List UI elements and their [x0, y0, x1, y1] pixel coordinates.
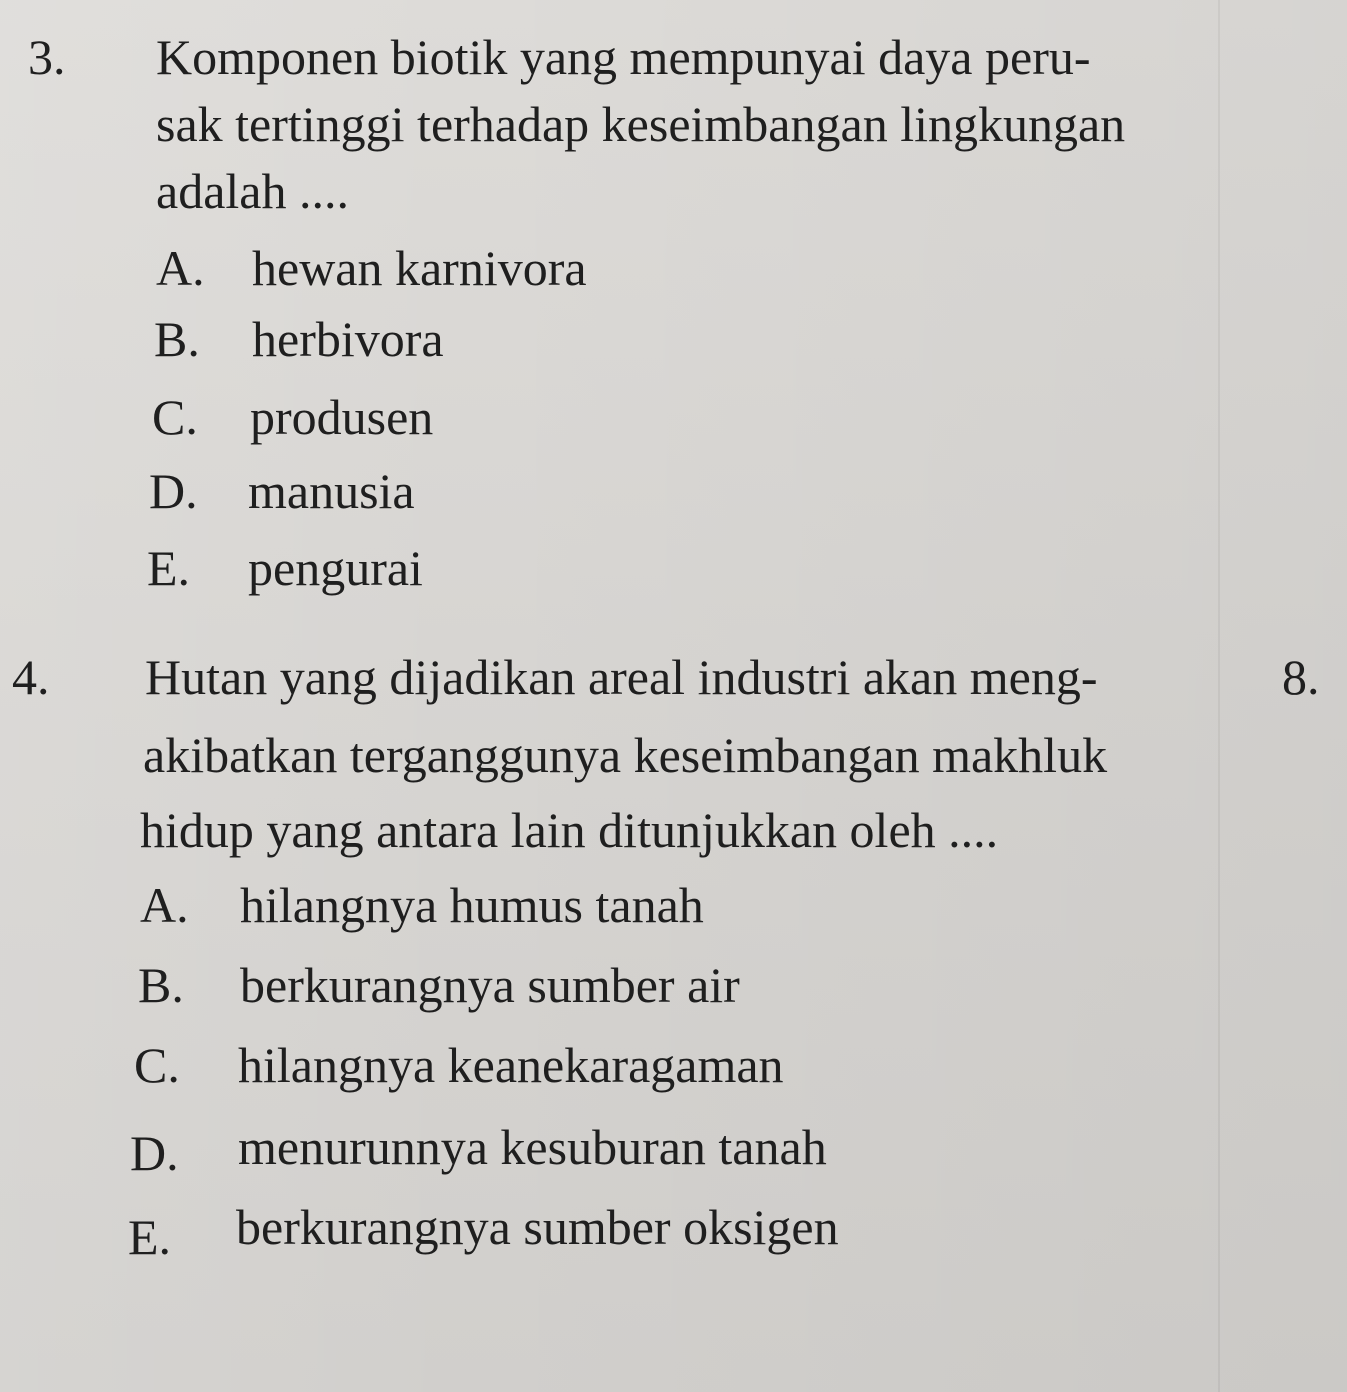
option-letter: C.	[152, 389, 198, 445]
question-stem-line: akibatkan terganggunya keseimbangan makhluk	[143, 727, 1108, 783]
option-letter: A.	[156, 240, 205, 296]
option-text: herbivora	[252, 311, 444, 367]
option-text: hilangnya keanekaragaman	[238, 1037, 784, 1093]
option-letter: E.	[147, 540, 191, 596]
option-text: produsen	[250, 389, 434, 445]
option-letter: B.	[138, 957, 184, 1013]
option-letter: E.	[128, 1209, 172, 1265]
question-stem-line: Komponen biotik yang mempunyai daya peru-	[156, 29, 1091, 85]
next-column-question-number: 8.	[1282, 649, 1320, 705]
option-text: hewan karnivora	[252, 240, 587, 296]
question-stem-line: sak tertinggi terhadap keseimbangan lingkungan	[156, 96, 1126, 152]
option-letter: D.	[130, 1125, 179, 1181]
option-letter: A.	[140, 877, 189, 933]
question-number: 3.	[28, 29, 66, 85]
option-letter: C.	[134, 1037, 180, 1093]
option-text: berkurangnya sumber air	[240, 957, 740, 1013]
option-text: pengurai	[248, 540, 423, 596]
option-text: menurunnya kesuburan tanah	[238, 1119, 827, 1175]
question-number: 4.	[12, 649, 50, 705]
question-stem-line: hidup yang antara lain ditunjukkan oleh ....	[140, 802, 999, 858]
option-letter: B.	[154, 311, 200, 367]
option-text: berkurangnya sumber oksigen	[236, 1199, 839, 1255]
option-text: hilangnya humus tanah	[240, 877, 704, 933]
question-stem-line: adalah ....	[156, 163, 349, 219]
option-text: manusia	[248, 463, 415, 519]
question-stem-line: Hutan yang dijadikan areal industri akan meng-	[145, 649, 1098, 705]
option-letter: D.	[149, 463, 198, 519]
page-fold-line	[1218, 0, 1220, 1392]
